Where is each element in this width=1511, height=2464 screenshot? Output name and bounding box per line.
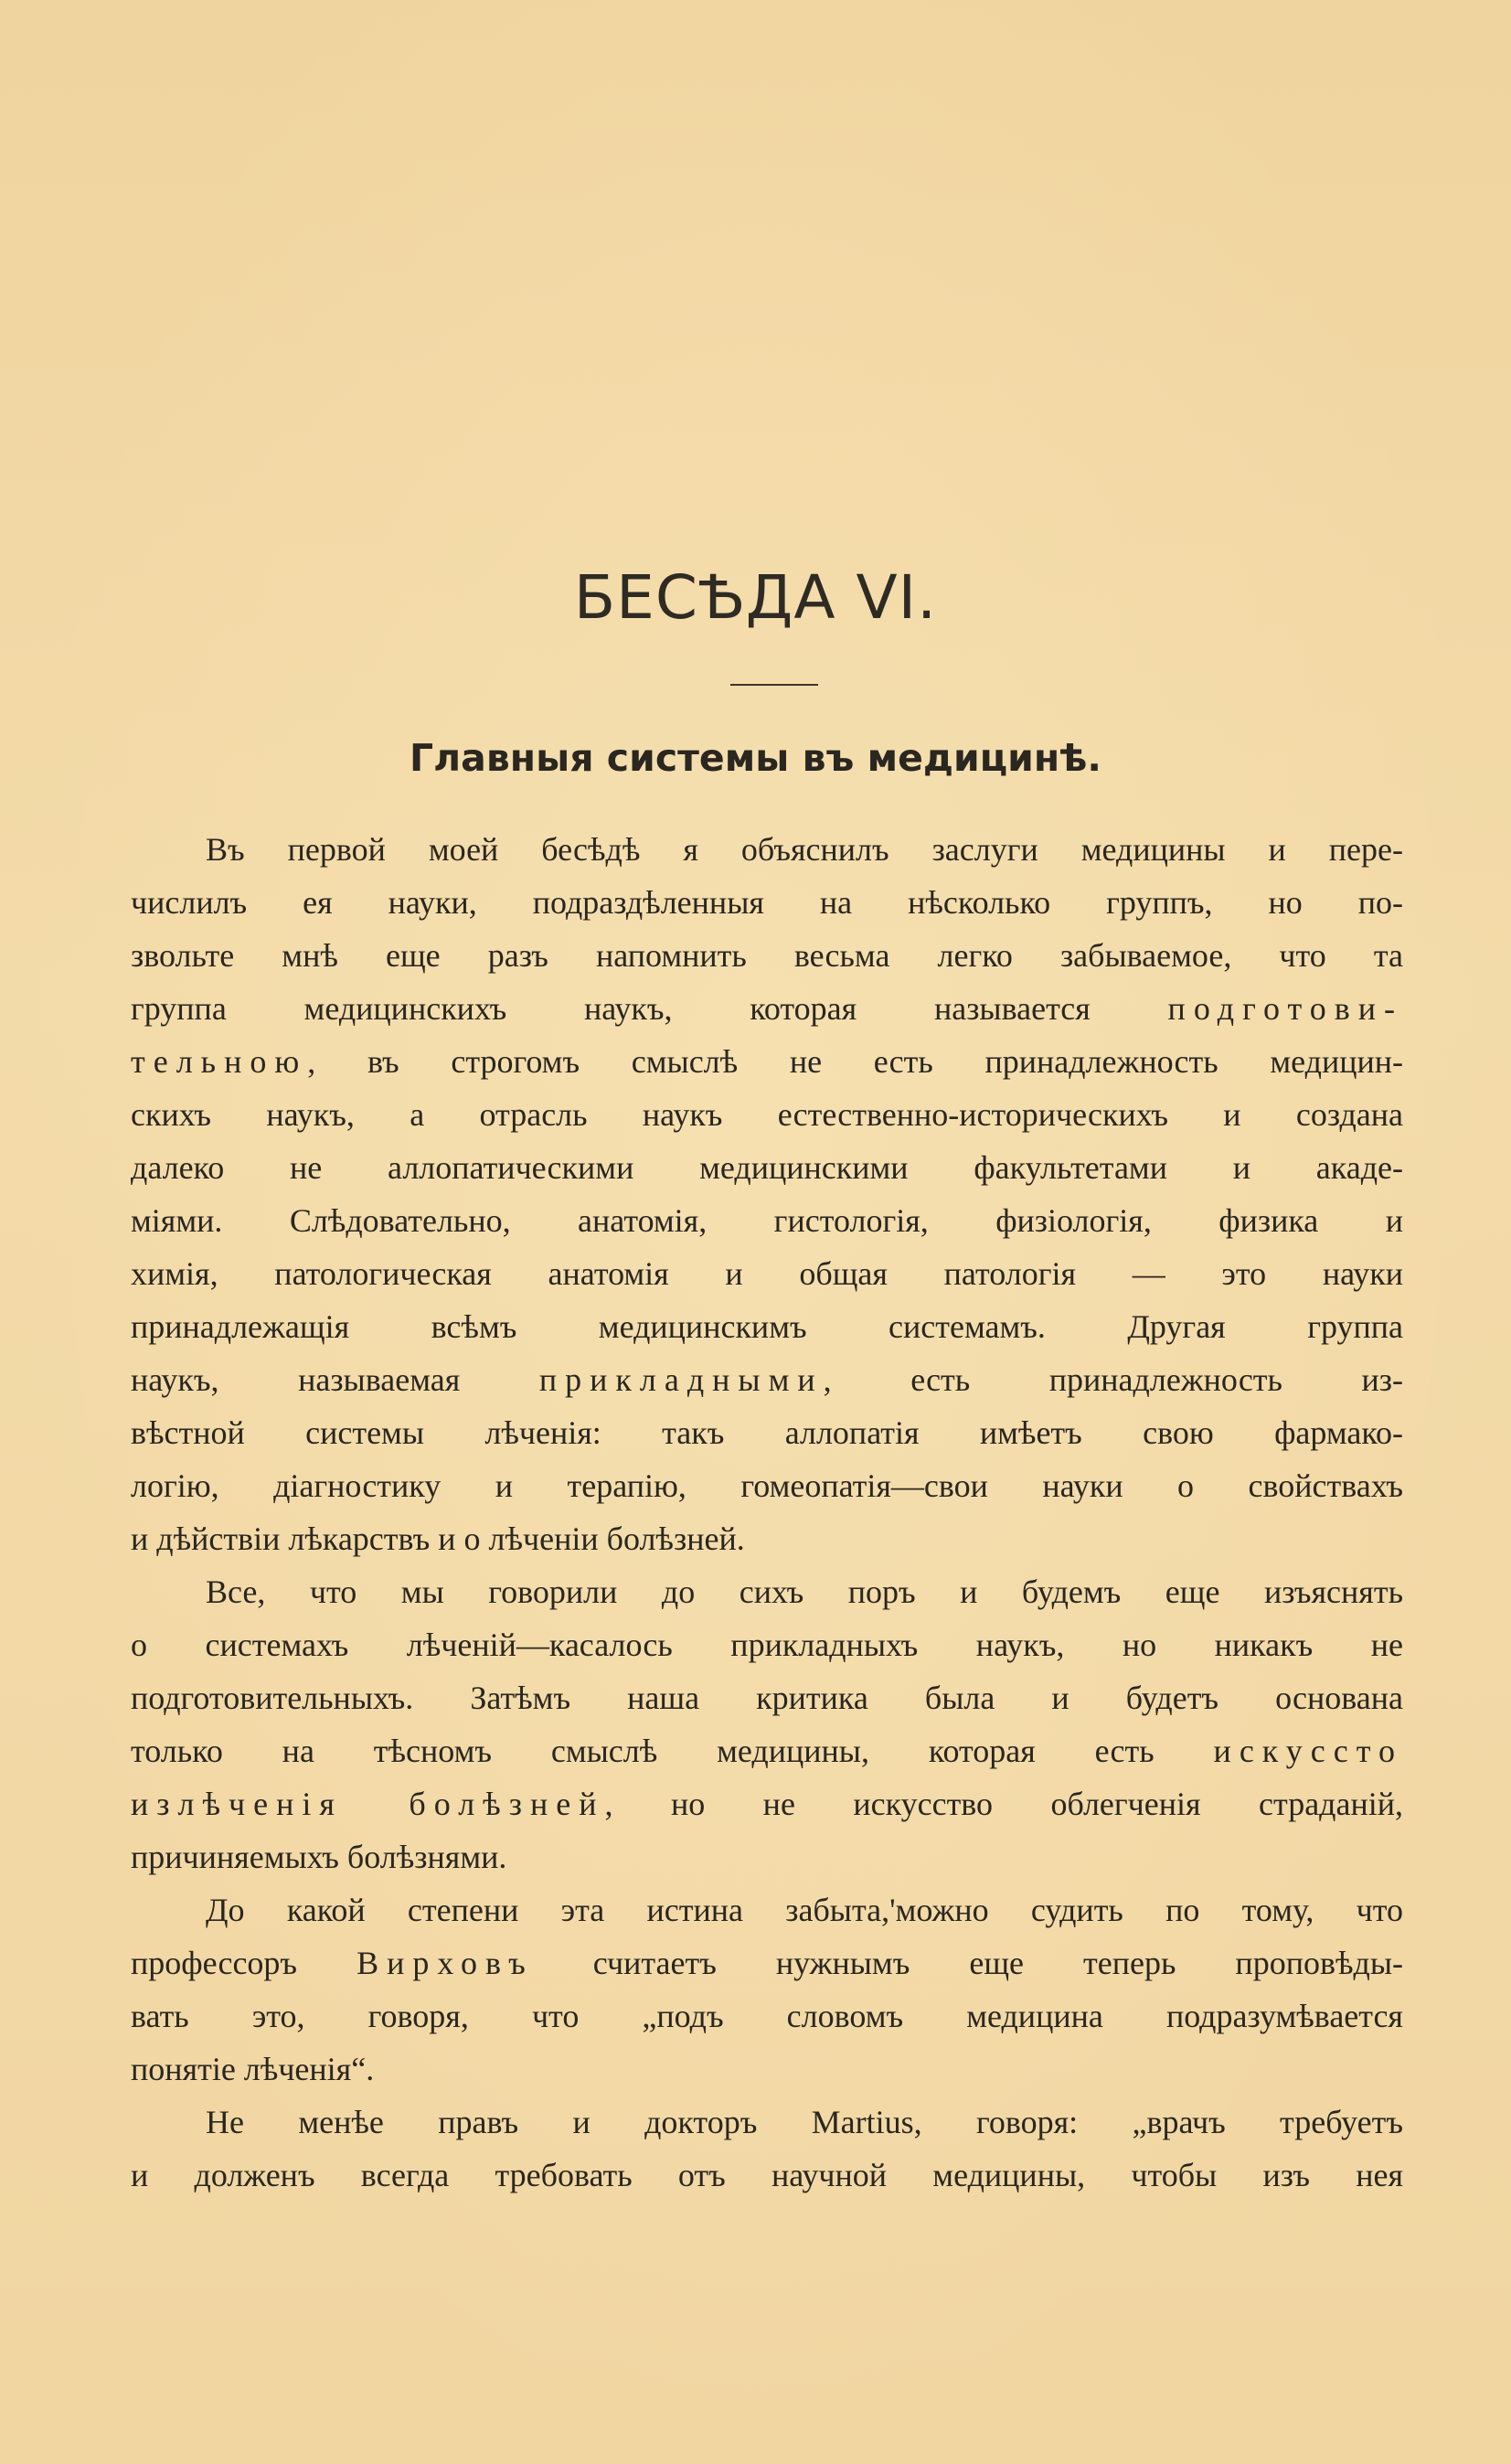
text-line — [131, 1671, 1403, 1724]
text-line — [131, 1459, 1403, 1512]
emphasized-text: прикладными — [538, 1361, 824, 1398]
emphasized-text: тельною — [131, 1043, 308, 1080]
text-fragment: о системахъ лѣченій—касалось прикладныхъ наукъ, но никакъ не — [131, 1627, 1403, 1663]
body-text — [131, 823, 1403, 2202]
text-line — [131, 1512, 1403, 1565]
title-divider — [730, 684, 818, 686]
text-fragment: группа медицинскихъ наукъ, которая называется — [131, 990, 1168, 1027]
text-fragment: , но не искусство облегченія страданій, — [604, 1786, 1403, 1822]
text-fragment: химія, патологическая анатомія и общая патологія — это науки — [131, 1255, 1403, 1292]
text-line — [131, 823, 1403, 876]
text-fragment: міями. Слѣдовательно, анатомія, гистологія, физіологія, физика и — [131, 1202, 1403, 1239]
text-line — [131, 1565, 1403, 1618]
text-line — [131, 2043, 1403, 2096]
text-line — [131, 2096, 1403, 2149]
text-fragment: наукъ, называемая — [131, 1361, 539, 1398]
text-fragment: вать это, говоря, что „подъ словомъ медицина подразумѣвается — [131, 1998, 1403, 2034]
text-line — [131, 1353, 1403, 1406]
text-fragment: числилъ ея науки, подраздѣленныя на нѣсколько группъ, но по- — [131, 884, 1403, 921]
text-line — [131, 1247, 1403, 1300]
text-line — [131, 1830, 1403, 1883]
text-line — [131, 1035, 1403, 1088]
chapter-subtitle: Главныя системы въ медицинѣ. — [410, 736, 1101, 780]
text-fragment: вѣстной системы лѣченія: такъ аллопатія имѣетъ свою фармако- — [131, 1414, 1403, 1451]
text-fragment: скихъ наукъ, а отрасль наукъ естественно-историческихъ и создана — [131, 1096, 1403, 1133]
text-fragment: подготовительныхъ. Затѣмъ наша критика была и будетъ основана — [131, 1680, 1403, 1716]
text-line — [131, 1141, 1403, 1194]
text-fragment: только на тѣсномъ смыслѣ медицины, которая есть — [131, 1733, 1214, 1769]
text-fragment: , есть принадлежность из- — [823, 1361, 1403, 1398]
text-line — [131, 876, 1403, 929]
text-fragment: и дѣйствіи лѣкарствъ и о лѣченіи болѣзней. — [131, 1520, 745, 1557]
text-line — [131, 1777, 1403, 1830]
text-line — [131, 1088, 1403, 1141]
text-line — [131, 929, 1403, 982]
text-line — [131, 1936, 1403, 1989]
text-fragment: Не менѣе правъ и докторъ Martius, говоря: „врачъ требуетъ — [206, 2104, 1403, 2140]
text-fragment: профессоръ — [131, 1945, 357, 1981]
text-fragment: До какой степени эта истина забыта,'можно судить по тому, что — [206, 1892, 1403, 1928]
emphasized-text: Вирховъ — [356, 1945, 534, 1981]
text-line — [131, 1724, 1403, 1777]
text-fragment: Въ первой моей бесѣдѣ я объяснилъ заслуги медицины и пере- — [206, 831, 1403, 868]
emphasized-text: излѣченія болѣзней — [131, 1786, 605, 1822]
text-fragment: считаетъ нужнымъ еще теперь проповѣды- — [533, 1945, 1403, 1981]
text-line — [131, 1618, 1403, 1671]
text-fragment: и долженъ всегда требовать отъ научной медицины, чтобы изъ нея — [131, 2157, 1403, 2193]
text-line — [131, 1883, 1403, 1936]
text-line — [131, 1406, 1403, 1459]
text-fragment: Все, что мы говорили до сихъ поръ и будемъ еще изъяснять — [206, 1573, 1403, 1610]
text-fragment: , въ строгомъ смыслѣ не есть принадлежность медицин- — [307, 1043, 1403, 1080]
text-fragment: понятіе лѣченія“. — [131, 2051, 375, 2087]
emphasized-text: искуссто — [1213, 1733, 1403, 1769]
emphasized-text: подготови- — [1167, 990, 1403, 1027]
text-fragment: логію, діагностику и терапію, гомеопатія—свои науки о свойствахъ — [131, 1467, 1403, 1504]
text-line — [131, 2149, 1403, 2202]
chapter-title: БЕСѢДА VI. — [573, 562, 938, 633]
text-fragment: причиняемыхъ болѣзнями. — [131, 1839, 507, 1875]
text-line — [131, 1300, 1403, 1353]
text-fragment: принадлежащія всѣмъ медицинскимъ системамъ. Другая группа — [131, 1308, 1403, 1345]
text-line — [131, 1989, 1403, 2043]
text-fragment: звольте мнѣ еще разъ напомнить весьма легко забываемое, что та — [131, 937, 1403, 974]
text-line — [131, 982, 1403, 1035]
text-fragment: далеко не аллопатическими медицинскими факультетами и акаде- — [131, 1149, 1403, 1186]
text-line — [131, 1194, 1403, 1247]
